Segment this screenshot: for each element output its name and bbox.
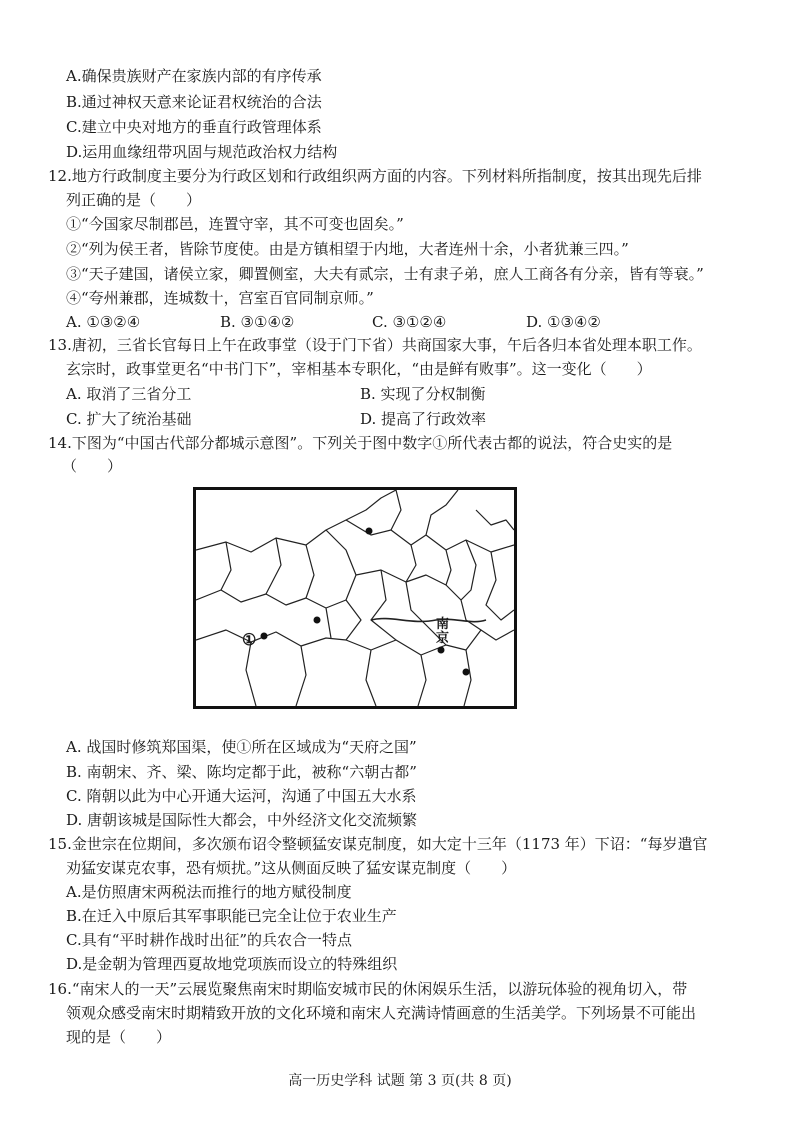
q14-option-c: C. 隋朝以此为中心开通大运河，沟通了中国五大水系 [66, 787, 417, 805]
map-marker-1-label: ① [242, 630, 257, 649]
q15-stem: 15.金世宗在位期间，多次颁布诏令整顿猛安谋克制度，如大定十三年（1173 年）下诏：“每岁遣官 [48, 835, 708, 853]
q12-option-d: D. ①③④② [526, 313, 601, 331]
capital-dot-central [314, 617, 321, 624]
q14-stem: 14.下图为“中国古代部分都城示意图”。下列关于图中数字①所代表古都的说法，符合史实的是 [48, 434, 673, 452]
q13-option-b: B. 实现了分权制衡 [360, 385, 486, 403]
page-footer: 高一历史学科 试题 第 3 页(共 8 页) [288, 1073, 512, 1089]
capital-dot-southeast [463, 669, 470, 676]
q13-option-a: A. 取消了三省分工 [66, 385, 192, 403]
ancient-capitals-map [193, 487, 517, 709]
q13-option-c: C. 扩大了统治基础 [66, 410, 192, 428]
q13-option-d: D. 提高了行政效率 [360, 410, 487, 428]
q11-option-a: A.确保贵族财产在家族内部的有序传承 [66, 67, 322, 85]
q16-stem: 16.“南宋人的一天”云展览聚焦南宋时期临安城市民的休闲娱乐生活，以游玩体验的视角切入，带 [48, 980, 688, 998]
q12-material-1: ①“今国家尽制郡邑，连置守宰，其不可变也固矣。” [66, 215, 404, 233]
q16-stem-cont: 领观众感受南宋时期精致开放的文化环境和南宋人充满诗情画意的生活美学。下列场景不可能出 [66, 1004, 697, 1022]
q15-option-a: A.是仿照唐宋两税法而推行的地方赋役制度 [66, 883, 352, 901]
q12-option-c: C. ③①②④ [372, 313, 447, 331]
q12-stem-cont: 列正确的是（ ） [66, 191, 202, 209]
q14-option-b: B. 南朝宋、齐、梁、陈均定都于此，被称“六朝古都” [66, 763, 417, 781]
q12-material-3: ③“天子建国，诸侯立家，卿置侧室，大夫有贰宗，士有隶子弟，庶人工商各有分亲，皆有等衰。” [66, 265, 704, 283]
q15-option-c: C.具有“平时耕作战时出征”的兵农合一特点 [66, 931, 353, 949]
q12-option-a: A. ①③②④ [66, 313, 141, 331]
q15-option-b: B.在迁入中原后其军事职能已完全让位于农业生产 [66, 907, 397, 925]
q14-option-a: A. 战国时修筑郑国渠，使①所在区域成为“天府之国” [66, 738, 417, 756]
q14-stem-cont: （ ） [62, 457, 123, 475]
map-city-label-nanjing: 南京 [436, 617, 450, 646]
q11-option-d: D.运用血缘纽带巩固与规范政治权力结构 [66, 143, 338, 161]
capital-dot-nanjing [438, 647, 445, 654]
map-boundaries [196, 490, 514, 706]
q16-stem-cont2: 现的是（ ） [66, 1028, 172, 1046]
q11-option-b: B.通过神权天意来论证君权统治的合法 [66, 93, 322, 111]
q12-material-4: ④“夸州兼郡，连城数十，宫室百官同制京师。” [66, 289, 374, 307]
q12-material-2: ②“列为侯王者，皆除节度使。由是方镇相望于内地，大者连州十余，小者犹兼三四。” [66, 240, 629, 258]
q12-stem: 12.地方行政制度主要分为行政区划和行政组织两方面的内容。下列材料所指制度，按其出现先后排 [48, 167, 702, 185]
q11-option-c: C.建立中央对地方的垂直行政管理体系 [66, 118, 322, 136]
capital-dot-north [366, 528, 373, 535]
q13-stem: 13.唐初，三省长官每日上午在政事堂（设于门下省）共商国家大事，午后各归本省处理本职工作。 [48, 336, 702, 354]
capital-dot-1 [261, 633, 268, 640]
q15-stem-cont: 劝猛安谋克农事，恐有烦扰。”这从侧面反映了猛安谋克制度（ ） [66, 859, 517, 877]
q12-option-b: B. ③①④② [220, 313, 295, 331]
q13-stem-cont: 玄宗时，政事堂更名“中书门下”，宰相基本专职化，“由是鲜有败事”。这一变化（ ） [66, 360, 652, 378]
q15-option-d: D.是金朝为管理西夏故地党项族而设立的特殊组织 [66, 955, 398, 973]
q14-option-d: D. 唐朝该城是国际性大都会，中外经济文化交流频繁 [66, 811, 418, 829]
